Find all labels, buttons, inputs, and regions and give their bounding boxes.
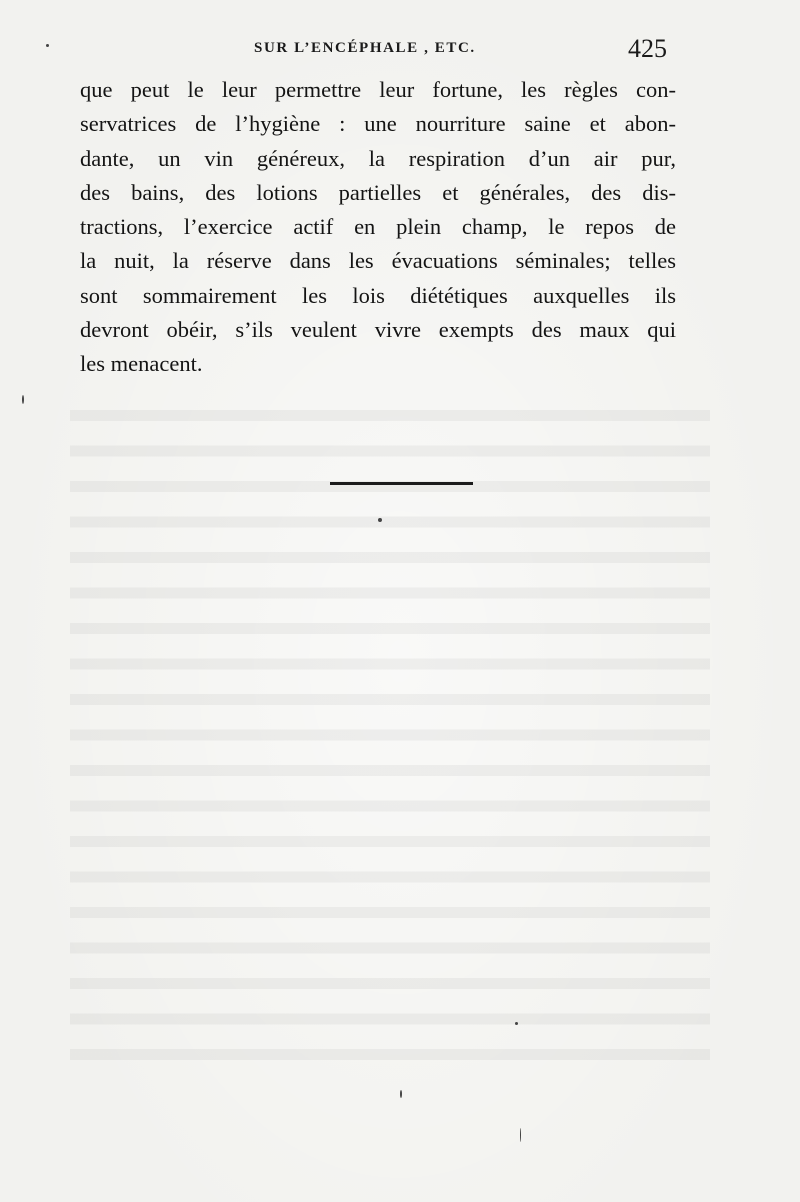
- show-through-from-reverse: [70, 390, 710, 1080]
- ink-speck: [400, 1090, 402, 1098]
- running-head: SUR L’ENCÉPHALE , ETC.: [254, 40, 476, 56]
- text-line: sont sommairement les lois diététiques auxquelles ils: [80, 282, 676, 308]
- body-paragraph: [80, 73, 676, 382]
- ink-speck: [520, 1128, 521, 1142]
- page-header: [0, 34, 800, 64]
- ink-speck: [515, 1022, 518, 1025]
- text-line: dante, un vin généreux, la respiration d’un air pur,: [80, 145, 676, 171]
- text-line: tractions, l’exercice actif en plein champ, le repos de: [80, 214, 676, 240]
- text-line: la nuit, la réserve dans les évacuations séminales; telles: [80, 248, 676, 274]
- page-number: 425: [628, 34, 667, 63]
- ink-speck: [378, 518, 382, 522]
- text-line: les menacent.: [80, 351, 203, 377]
- text-line: des bains, des lotions partielles et générales, des dis-: [80, 179, 676, 205]
- ink-speck: [22, 395, 24, 404]
- text-line: que peut le leur permettre leur fortune, les règles con-: [80, 77, 676, 102]
- ink-speck: [46, 44, 49, 47]
- text-line: servatrices de l’hygiène : une nourriture saine et abon-: [80, 111, 676, 137]
- text-line: devront obéir, s’ils veulent vivre exempts des maux qui: [80, 317, 676, 343]
- section-divider-rule: [330, 482, 473, 485]
